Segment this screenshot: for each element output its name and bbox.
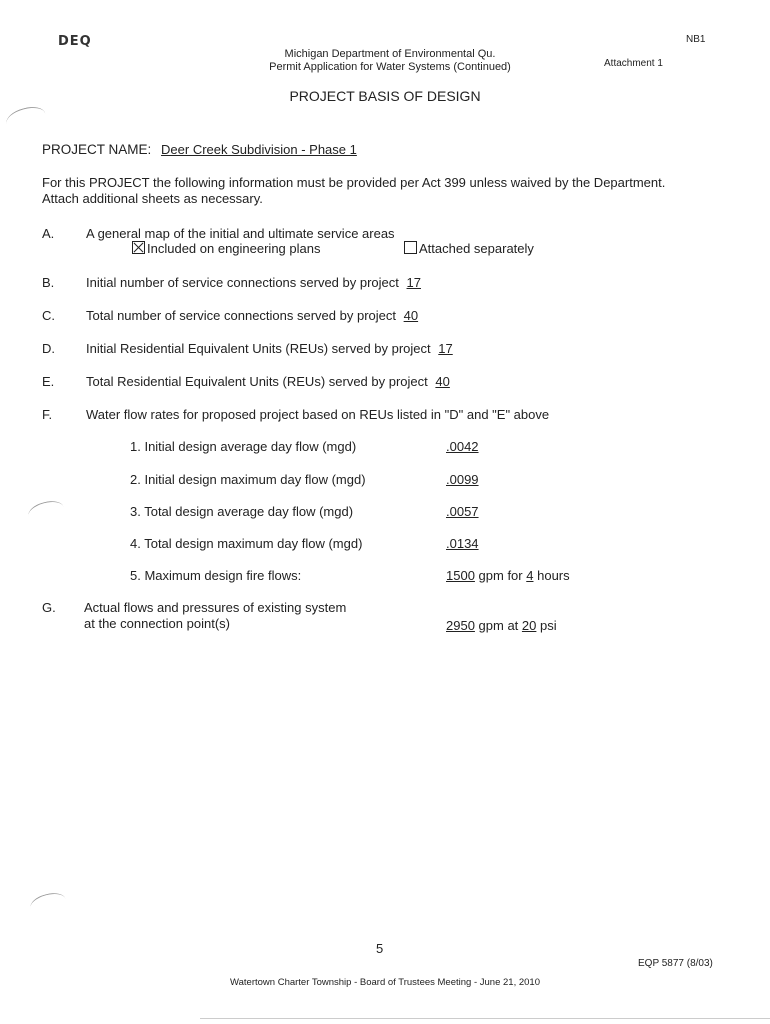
option-attached-separately-label: Attached separately — [419, 241, 534, 256]
flow-4-value: .0134 — [446, 536, 479, 551]
item-g-psi: 20 — [521, 618, 537, 633]
item-e-value: 40 — [435, 374, 450, 389]
item-g-psi-unit: psi — [540, 618, 557, 633]
flow-5-hours: 4 — [526, 568, 534, 583]
checkbox-engineering-plans[interactable] — [132, 241, 145, 254]
item-g-line-2: at the connection point(s) — [84, 616, 230, 631]
item-e — [86, 374, 450, 389]
item-f-letter: F. — [42, 407, 53, 422]
meeting-footer: Watertown Charter Township - Board of Trustees Meeting - June 21, 2010 — [230, 977, 540, 988]
attachment-label: Attachment 1 — [604, 58, 663, 69]
intro-line-2: Attach additional sheets as necessary. — [42, 191, 263, 206]
form-code: NB1 — [686, 34, 706, 45]
page-number: 5 — [376, 941, 384, 956]
project-name-value: Deer Creek Subdivision - Phase 1 — [161, 142, 357, 157]
item-g-line-1: Actual flows and pressures of existing system — [84, 600, 347, 615]
flow-5-value: 1500 — [446, 568, 475, 583]
item-g-unit: gpm at — [478, 618, 519, 633]
project-name-row — [42, 142, 357, 157]
item-b-letter: B. — [42, 275, 55, 290]
flow-3-label: 3. Total design average day flow (mgd) — [130, 504, 354, 519]
scan-edge-line — [200, 1018, 770, 1019]
item-g-value: 2950 — [446, 618, 475, 633]
flow-2-value: .0099 — [446, 472, 479, 487]
form-subtitle: Permit Application for Water Systems (Continued) — [269, 61, 511, 73]
item-d-value: 17 — [438, 341, 453, 356]
flow-1-value: .0042 — [446, 439, 479, 454]
item-a-text: A general map of the initial and ultimate service areas — [86, 226, 395, 241]
item-d-letter: D. — [42, 341, 55, 356]
department-name: Michigan Department of Environmental Qu. — [284, 48, 496, 60]
item-f-text: Water flow rates for proposed project based on REUs listed in "D" and "E" above — [86, 407, 550, 422]
option-attached-separately[interactable] — [404, 241, 534, 256]
scan-mark — [28, 890, 68, 918]
item-a-letter: A. — [42, 226, 55, 241]
item-c-text: Total number of service connections served by project — [86, 308, 396, 323]
item-b-value: 17 — [406, 275, 421, 290]
item-c — [86, 308, 418, 323]
item-e-text: Total Residential Equivalent Units (REUs) served by project — [86, 374, 428, 389]
flow-3-value: .0057 — [446, 504, 479, 519]
flow-2-label: 2. Initial design maximum day flow (mgd) — [130, 472, 366, 487]
item-c-letter: C. — [42, 308, 55, 323]
project-name-label: PROJECT NAME: — [42, 142, 152, 157]
page-title: PROJECT BASIS OF DESIGN — [289, 88, 481, 104]
form-number: EQP 5877 (8/03) — [638, 958, 713, 969]
option-engineering-plans-label: Included on engineering plans — [147, 241, 321, 256]
scan-mark — [26, 498, 66, 526]
scan-mark — [4, 103, 48, 134]
flow-4-label: 4. Total design maximum day flow (mgd) — [130, 536, 363, 551]
flow-5-hours-unit: hours — [537, 568, 570, 583]
flow-5-label: 5. Maximum design fire flows: — [130, 568, 302, 583]
flow-5-unit: gpm for — [478, 568, 523, 583]
flow-5-row — [446, 568, 570, 583]
item-b-text: Initial number of service connections served by project — [86, 275, 399, 290]
item-g-letter: G. — [42, 600, 56, 615]
item-g-row — [446, 618, 557, 633]
flow-1-label: 1. Initial design average day flow (mgd) — [130, 439, 357, 454]
item-b — [86, 275, 421, 290]
checkbox-attached-separately[interactable] — [404, 241, 417, 254]
deq-logo: DEQ — [58, 34, 92, 49]
item-e-letter: E. — [42, 374, 55, 389]
item-d — [86, 341, 453, 356]
item-c-value: 40 — [403, 308, 419, 323]
intro-line-1: For this PROJECT the following information must be provided per Act 399 unless waived by the Department. — [42, 175, 666, 190]
option-engineering-plans[interactable] — [132, 241, 320, 256]
item-d-text: Initial Residential Equivalent Units (REUs) served by project — [86, 341, 431, 356]
